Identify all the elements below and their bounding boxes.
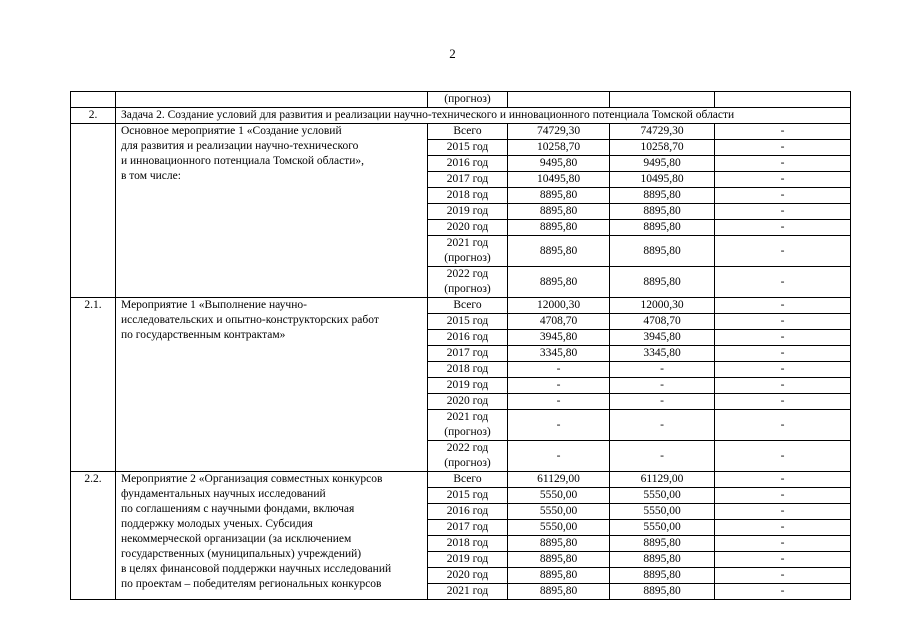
year-cell: Всего — [428, 472, 508, 488]
year-cell: 2017 год — [428, 520, 508, 536]
year-cell: 2020 год — [428, 394, 508, 410]
year-cell: 2018 год — [428, 536, 508, 552]
budget-cell: 8895,80 — [610, 536, 715, 552]
other-cell: - — [715, 124, 851, 140]
other-cell: - — [715, 536, 851, 552]
section-name: Мероприятие 1 «Выполнение научно- исследовательских и опытно-конструкторских работ по государственным контрактам» — [116, 298, 428, 472]
number-cell — [71, 92, 116, 108]
other-cell: - — [715, 298, 851, 314]
total-cell: 12000,30 — [508, 298, 610, 314]
budget-table — [70, 91, 851, 600]
section-number: 2.2. — [71, 472, 116, 600]
other-cell: - — [715, 410, 851, 441]
year-cell: 2020 год — [428, 568, 508, 584]
year-cell: 2019 год — [428, 204, 508, 220]
year-cell: 2017 год — [428, 346, 508, 362]
year-cell: (прогноз) — [428, 92, 508, 108]
budget-cell: 4708,70 — [610, 314, 715, 330]
budget-cell: 5550,00 — [610, 504, 715, 520]
budget-cell: - — [610, 410, 715, 441]
other-cell: - — [715, 441, 851, 472]
total-cell: 10258,70 — [508, 140, 610, 156]
other-cell: - — [715, 156, 851, 172]
budget-cell: 3345,80 — [610, 346, 715, 362]
other-cell: - — [715, 394, 851, 410]
budget-cell: 10258,70 — [610, 140, 715, 156]
budget-cell: 5550,00 — [610, 520, 715, 536]
total-cell: 8895,80 — [508, 267, 610, 298]
table-row — [71, 124, 851, 140]
year-cell: 2020 год — [428, 220, 508, 236]
total-cell: 8895,80 — [508, 552, 610, 568]
total-cell: - — [508, 410, 610, 441]
year-cell: 2018 год — [428, 362, 508, 378]
total-cell: 9495,80 — [508, 156, 610, 172]
budget-cell: 12000,30 — [610, 298, 715, 314]
other-cell: - — [715, 568, 851, 584]
budget-cell: 5550,00 — [610, 488, 715, 504]
continuation-row — [71, 92, 851, 108]
total-cell: 4708,70 — [508, 314, 610, 330]
other-cell: - — [715, 140, 851, 156]
total-cell: 3945,80 — [508, 330, 610, 346]
task-row — [71, 108, 851, 124]
budget-cell: - — [610, 378, 715, 394]
year-cell: Всего — [428, 298, 508, 314]
other-cell: - — [715, 236, 851, 267]
total-cell: - — [508, 441, 610, 472]
other-cell: - — [715, 584, 851, 600]
total-cell: 8895,80 — [508, 536, 610, 552]
other-cell: - — [715, 204, 851, 220]
other-cell: - — [715, 488, 851, 504]
other-cell: - — [715, 378, 851, 394]
other-cell: - — [715, 520, 851, 536]
budget-cell: 10495,80 — [610, 172, 715, 188]
budget-cell: - — [610, 362, 715, 378]
other-cell: - — [715, 172, 851, 188]
year-cell: 2015 год — [428, 488, 508, 504]
budget-cell: 8895,80 — [610, 204, 715, 220]
year-cell: 2022 год (прогноз) — [428, 441, 508, 472]
year-cell: 2016 год — [428, 504, 508, 520]
section-number — [71, 124, 116, 298]
table-row — [71, 472, 851, 488]
section-name: Мероприятие 2 «Организация совместных конкурсов фундаментальных научных исследований по соглашениям с научными фондами, включая поддержку молодых ученых. Субсидия некоммерческой организации (за исключением государственных (муниципальных) учреждений) в целях финансовой поддержки научных исследований по проектам – победителям региональных конкурсов — [116, 472, 428, 600]
table-row — [71, 298, 851, 314]
year-cell: 2018 год — [428, 188, 508, 204]
budget-cell: 9495,80 — [610, 156, 715, 172]
other-cell: - — [715, 472, 851, 488]
other-cell: - — [715, 314, 851, 330]
total-cell: 8895,80 — [508, 584, 610, 600]
other-cell — [715, 92, 851, 108]
page-number: 2 — [449, 46, 456, 61]
section-number: 2.1. — [71, 298, 116, 472]
budget-cell: - — [610, 441, 715, 472]
total-cell — [508, 92, 610, 108]
budget-cell: 8895,80 — [610, 188, 715, 204]
task-number: 2. — [71, 108, 116, 124]
total-cell: - — [508, 362, 610, 378]
other-cell: - — [715, 220, 851, 236]
year-cell: 2015 год — [428, 140, 508, 156]
section-name: Основное мероприятие 1 «Создание условий для развития и реализации научно-технического и инновационного потенциала Томской области», в том числе: — [116, 124, 428, 298]
year-cell: 2015 год — [428, 314, 508, 330]
budget-cell: 8895,80 — [610, 584, 715, 600]
other-cell: - — [715, 552, 851, 568]
year-cell: 2021 год — [428, 584, 508, 600]
year-cell: 2019 год — [428, 552, 508, 568]
other-cell: - — [715, 504, 851, 520]
total-cell: 5550,00 — [508, 488, 610, 504]
budget-cell: 3945,80 — [610, 330, 715, 346]
budget-cell — [610, 92, 715, 108]
total-cell: - — [508, 378, 610, 394]
total-cell: - — [508, 394, 610, 410]
total-cell: 8895,80 — [508, 220, 610, 236]
total-cell: 8895,80 — [508, 236, 610, 267]
total-cell: 8895,80 — [508, 188, 610, 204]
year-cell: 2022 год (прогноз) — [428, 267, 508, 298]
year-cell: 2016 год — [428, 330, 508, 346]
budget-cell: 8895,80 — [610, 236, 715, 267]
other-cell: - — [715, 346, 851, 362]
year-cell: 2019 год — [428, 378, 508, 394]
other-cell: - — [715, 362, 851, 378]
total-cell: 8895,80 — [508, 204, 610, 220]
year-cell: 2016 год — [428, 156, 508, 172]
total-cell: 8895,80 — [508, 568, 610, 584]
budget-cell: 8895,80 — [610, 568, 715, 584]
total-cell: 3345,80 — [508, 346, 610, 362]
total-cell: 74729,30 — [508, 124, 610, 140]
other-cell: - — [715, 188, 851, 204]
budget-cell: 8895,80 — [610, 552, 715, 568]
year-cell: 2017 год — [428, 172, 508, 188]
name-cell — [116, 92, 428, 108]
other-cell: - — [715, 330, 851, 346]
year-cell: 2021 год (прогноз) — [428, 410, 508, 441]
budget-cell: 8895,80 — [610, 267, 715, 298]
total-cell: 5550,00 — [508, 520, 610, 536]
budget-cell: - — [610, 394, 715, 410]
budget-cell: 74729,30 — [610, 124, 715, 140]
budget-cell: 8895,80 — [610, 220, 715, 236]
budget-cell: 61129,00 — [610, 472, 715, 488]
total-cell: 10495,80 — [508, 172, 610, 188]
year-cell: Всего — [428, 124, 508, 140]
total-cell: 5550,00 — [508, 504, 610, 520]
task-title: Задача 2. Создание условий для развития и реализации научно-технического и инновационного потенциала Томской области — [116, 108, 851, 124]
year-cell: 2021 год (прогноз) — [428, 236, 508, 267]
total-cell: 61129,00 — [508, 472, 610, 488]
other-cell: - — [715, 267, 851, 298]
